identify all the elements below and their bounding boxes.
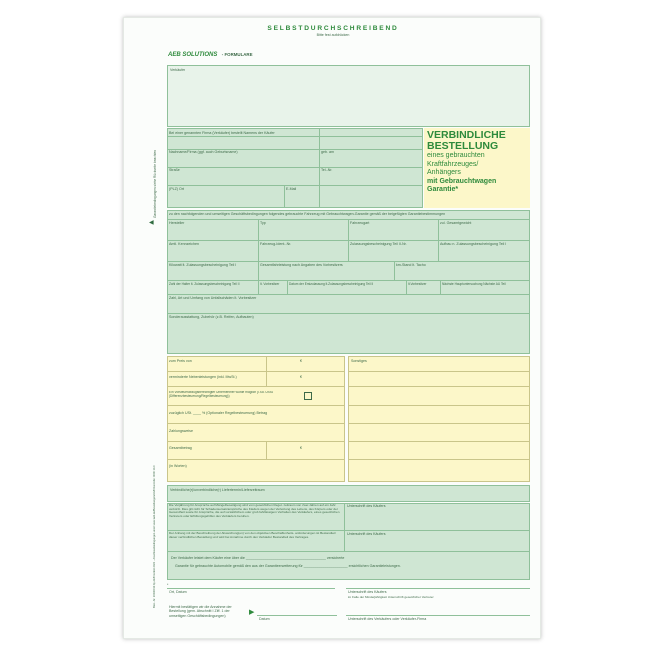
form-subtitle: Bitte fest aufdrücken	[316, 33, 350, 37]
brand-name: AEB SOLUTIONS	[168, 52, 218, 58]
total-field[interactable]: €	[300, 446, 302, 450]
field-mileage[interactable]: Gesamtfahrleistung nach Angaben des Vorbesitzers	[260, 263, 343, 267]
form-title: SELBSTDURCHSCHREIBEND	[267, 25, 399, 32]
buyer-city-field[interactable]: (PLZ) Ort	[169, 187, 184, 191]
field-accident-damage[interactable]: Zahl, Art und Umfang von Unfallschäden lt. Vorbesitzer	[169, 296, 257, 300]
warranty-line1[interactable]: Der Verkäufer leistet dem Käufer eine über die ________________________________________ versicherte	[171, 556, 345, 560]
clause1-signature-field[interactable]: Unterschrift des Käufers	[347, 504, 386, 508]
vehicle-intro: zu den nachfolgenden und umseitigen Geschäftsbedingungen folgendes gebrauchte Fahrzeug mit Gebrauchtwagen-Garantie gemäß der beigefügten Garantiebestimmungen	[169, 212, 446, 216]
seller-field[interactable]	[167, 65, 530, 127]
buyer-phone-field[interactable]: Tel.-Nr.	[321, 168, 333, 172]
field-vehicle-kind[interactable]: Fahrzeugart	[350, 221, 370, 225]
other-label: Sonstiges	[351, 359, 367, 363]
buyer-name-field[interactable]: Nachname/Firma (ggf. auch Geburtsname)	[169, 150, 238, 154]
vat-checkbox-label: Ein Vorsteuerabzugsberechtigter Unternehmer wurde möglich (i.Sd. UStG (Differenzbesteuerung/Regelbesteuerung))	[169, 391, 274, 398]
buyer-signature-field[interactable]: Unterschrift des Käufers	[348, 590, 387, 594]
place-date-field[interactable]: Ort, Datum	[169, 590, 187, 594]
price-net-field[interactable]: €	[300, 359, 302, 363]
delivery-field[interactable]	[167, 485, 530, 502]
price-vat-label: verminderte Nebenleistungen (inkl. MwSt.)	[169, 375, 237, 379]
order-title-line3: eines gebrauchten	[427, 152, 485, 159]
field-vin[interactable]: Fahrzeug-Ident.-Nr.	[260, 242, 292, 246]
other-field[interactable]	[348, 356, 530, 482]
field-odometer[interactable]: km-Stand lt. Tacho	[396, 263, 426, 267]
footnote-marker: *	[167, 583, 169, 587]
buyer-email-field[interactable]: E-Mail	[286, 187, 297, 191]
side-arrow-icon: ◀	[149, 220, 154, 226]
clause2-signature-field[interactable]: Unterschrift des Käufers	[347, 532, 386, 536]
total-label: Gesamtbetrag	[169, 446, 192, 450]
field-owner-prev[interactable]: lt. Vorbesitzer	[260, 282, 280, 286]
brand-logo	[168, 43, 253, 58]
field-license-plate[interactable]: Amtl. Kennzeichen	[169, 242, 199, 246]
field-first-registration[interactable]: Datum der Erstzulassung lt.Zulassungsbescheinigung Teil II	[289, 282, 374, 286]
field-owner-count[interactable]: Zahl der Halter lt. Zulassungsbescheinigung Teil II	[169, 282, 240, 286]
warranty-line2[interactable]: Garantie für gebrauchte Automobile gemäß den aus der Garantieerweiterung für ______________________ ersichtlichen Garantieleistungen.	[175, 564, 401, 568]
side-note-bottom: Best.-Nr. 10030013 by AEB GmbH 2021 - Anschlussbedingungen unter www.aeb.de/Bestellungen/AGB Kontrolle: 0000 14.0	[153, 465, 156, 608]
vat-checkbox[interactable]	[304, 392, 312, 400]
field-type[interactable]: Typ	[260, 221, 266, 225]
buyer-intro: Bei einer genannten Firma (Verkäufer) bestellt Namens der Käufer	[169, 131, 275, 135]
order-title-box	[424, 128, 530, 208]
acceptance-date-field[interactable]: Datum	[259, 617, 270, 621]
field-extras[interactable]: Sonderausstattung, Zubehör (z.B. Reifen, Aufbauten)	[169, 315, 254, 319]
price-vat-field[interactable]: €	[300, 375, 302, 379]
buyer-street-field[interactable]: Straße	[169, 168, 180, 172]
clause-deviations: Der Anhang mit der Beschreibung der Abweichung(en) von den objektiven Beschaffenheits- anforderungen ist Bestandteil dieser verbindlichen Bestellung und wird bei Annahme durch den Verkäufer Bestandteil des Vertrages.	[169, 532, 336, 539]
price-net-label: zum Preis von	[169, 359, 192, 363]
field-registration-ii[interactable]: Zulassungsbescheinigung Teil II-Nr.	[350, 242, 407, 246]
order-form-sheet	[123, 17, 541, 639]
field-manufacturer[interactable]: Hersteller	[169, 221, 185, 225]
seller-signature-field[interactable]: Unterschrift des Verkäufers oder Verkäufer-Firma	[348, 617, 427, 621]
buyer-birth-field[interactable]: geb. am	[321, 150, 334, 154]
total-words-field[interactable]: (in Worten)	[169, 464, 187, 468]
acceptance-arrow-icon: ▶	[249, 609, 255, 616]
acceptance-note: Hiermit bestätigen wir die Annahme der Bestellung (gem. Abschnitt I Ziff. 1 der umseitigen Geschäftsbedingungen)	[169, 605, 232, 618]
order-title-line2: BESTELLUNG	[427, 140, 499, 152]
order-title-line7: Garantie*	[427, 186, 459, 193]
order-title-line1: VERBINDLICHE	[427, 129, 506, 141]
clause-shortened-limitation: Die Verjährung für Ansprüche auf Mängelbeseitigung wird vom gesetzlichen Regel- zeitraum von zwei Jahren auf ein Jahr verkürzt. Dies gilt nicht für Schadensersatzansprüche des Käufers wegen der Verletzung des Lebens, des Körpers oder der Gesundheit sowie für Ansprüche, die auf vorsätzlichem oder grob fahrlässigem Verhalten des Verkäufers, eines gesetzlichen Vertreters oder Erfüllungsgehilfen des Verkäufers beruhen.	[169, 504, 340, 518]
field-kilowatt[interactable]: Kilowatt lt. Zulassungsbescheinigung Teil I	[169, 263, 237, 267]
field-body[interactable]: Aufbau n. Zulassungsbescheinigung Teil I	[440, 242, 507, 246]
order-title-line4: Kraftfahrzeuges/	[427, 160, 479, 168]
field-next-inspection[interactable]: Nächste Hauptuntersuchung Nächste AU Teil	[442, 282, 506, 286]
side-note-top: Garantiebedingungen siehe Rückseite beachten	[153, 149, 157, 218]
brand-suffix: - FORMULARE	[221, 52, 253, 57]
field-gross-weight[interactable]: zul. Gesamtgewicht	[440, 221, 472, 225]
price-tax-field[interactable]: zuzüglich USt. ____ % (Optionaler Regelbesteuerung) Betrag	[169, 411, 268, 415]
field-first-reg-prev[interactable]: lt.Vorbesitzer	[408, 282, 427, 286]
seller-label: Verkäufer	[170, 68, 186, 72]
order-title-line5: Anhängers	[427, 169, 461, 176]
buyer-signature-note: im Falle der Minderjährigkeit Unterschrift gesetzlicher Vertreter	[348, 595, 434, 599]
delivery-label: Verbindliche(r)/unverbindliche(r) Liefertermin/Lieferzeitraum	[170, 488, 265, 492]
order-title-line6: mit Gebrauchtwagen	[427, 177, 497, 185]
payment-method-field[interactable]: Zahlungsweise	[169, 429, 193, 433]
